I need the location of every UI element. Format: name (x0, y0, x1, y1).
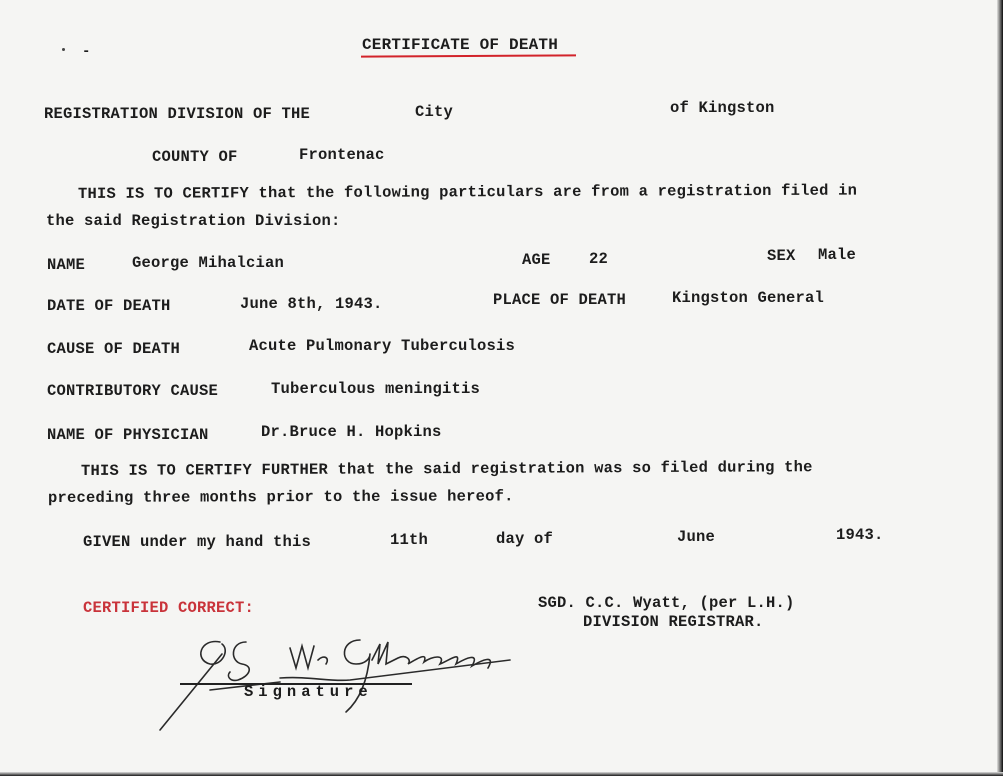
name-value: George Mihalcian (132, 254, 285, 272)
county-label: COUNTY OF (152, 148, 238, 166)
contributory-cause-label: CONTRIBUTORY CAUSE (47, 382, 219, 400)
document-title: CERTIFICATE OF DEATH (362, 36, 559, 54)
certify-intro-line1: THIS IS TO CERTIFY that the following particulars are from a registration filed in (77, 181, 858, 203)
registration-division-type: City (415, 103, 454, 121)
certify-intro-line2: the said Registration Division: (46, 212, 341, 230)
given-month: June (677, 528, 716, 546)
registrar-title: DIVISION REGISTRAR. (583, 613, 764, 631)
age-value: 22 (589, 250, 609, 268)
registration-division-city: of Kingston (670, 99, 775, 117)
sex-value: Male (818, 246, 857, 264)
given-year: 1943. (836, 526, 884, 544)
sex-label: SEX (767, 247, 796, 265)
scan-edge-right (997, 0, 1003, 776)
paper-speck (62, 48, 65, 51)
signature-label: Signature (244, 683, 373, 701)
stray-mark: ‐ (82, 44, 91, 60)
contributory-cause-value: Tuberculous meningitis (271, 380, 481, 398)
physician-value: Dr.Bruce H. Hopkins (261, 423, 442, 441)
registrar-signed: SGD. C.C. Wyatt, (per L.H.) (538, 594, 795, 612)
cause-of-death-label: CAUSE OF DEATH (47, 340, 181, 358)
cause-of-death-value: Acute Pulmonary Tuberculosis (249, 337, 516, 355)
certified-correct-label: CERTIFIED CORRECT: (83, 599, 255, 617)
certify-further-line2: preceding three months prior to the issue hereof. (47, 487, 514, 507)
place-of-death-value: Kingston General (672, 289, 825, 307)
name-label: NAME (47, 256, 86, 274)
given-day-of: day of (496, 530, 554, 548)
age-label: AGE (522, 251, 551, 269)
certify-further-line1: THIS IS TO CERTIFY FURTHER that the said registration was so filed during the (80, 458, 813, 480)
title-underline (361, 54, 576, 57)
place-of-death-label: PLACE OF DEATH (493, 291, 627, 309)
date-of-death-label: DATE OF DEATH (47, 297, 171, 315)
county-value: Frontenac (299, 146, 385, 164)
handwritten-signature (150, 620, 530, 740)
registration-division-label: REGISTRATION DIVISION OF THE (44, 105, 311, 123)
physician-label: NAME OF PHYSICIAN (47, 426, 209, 444)
given-label: GIVEN under my hand this (83, 533, 312, 551)
date-of-death-value: June 8th, 1943. (240, 295, 383, 313)
given-day: 11th (390, 531, 429, 549)
scan-edge-bottom (0, 772, 1003, 776)
